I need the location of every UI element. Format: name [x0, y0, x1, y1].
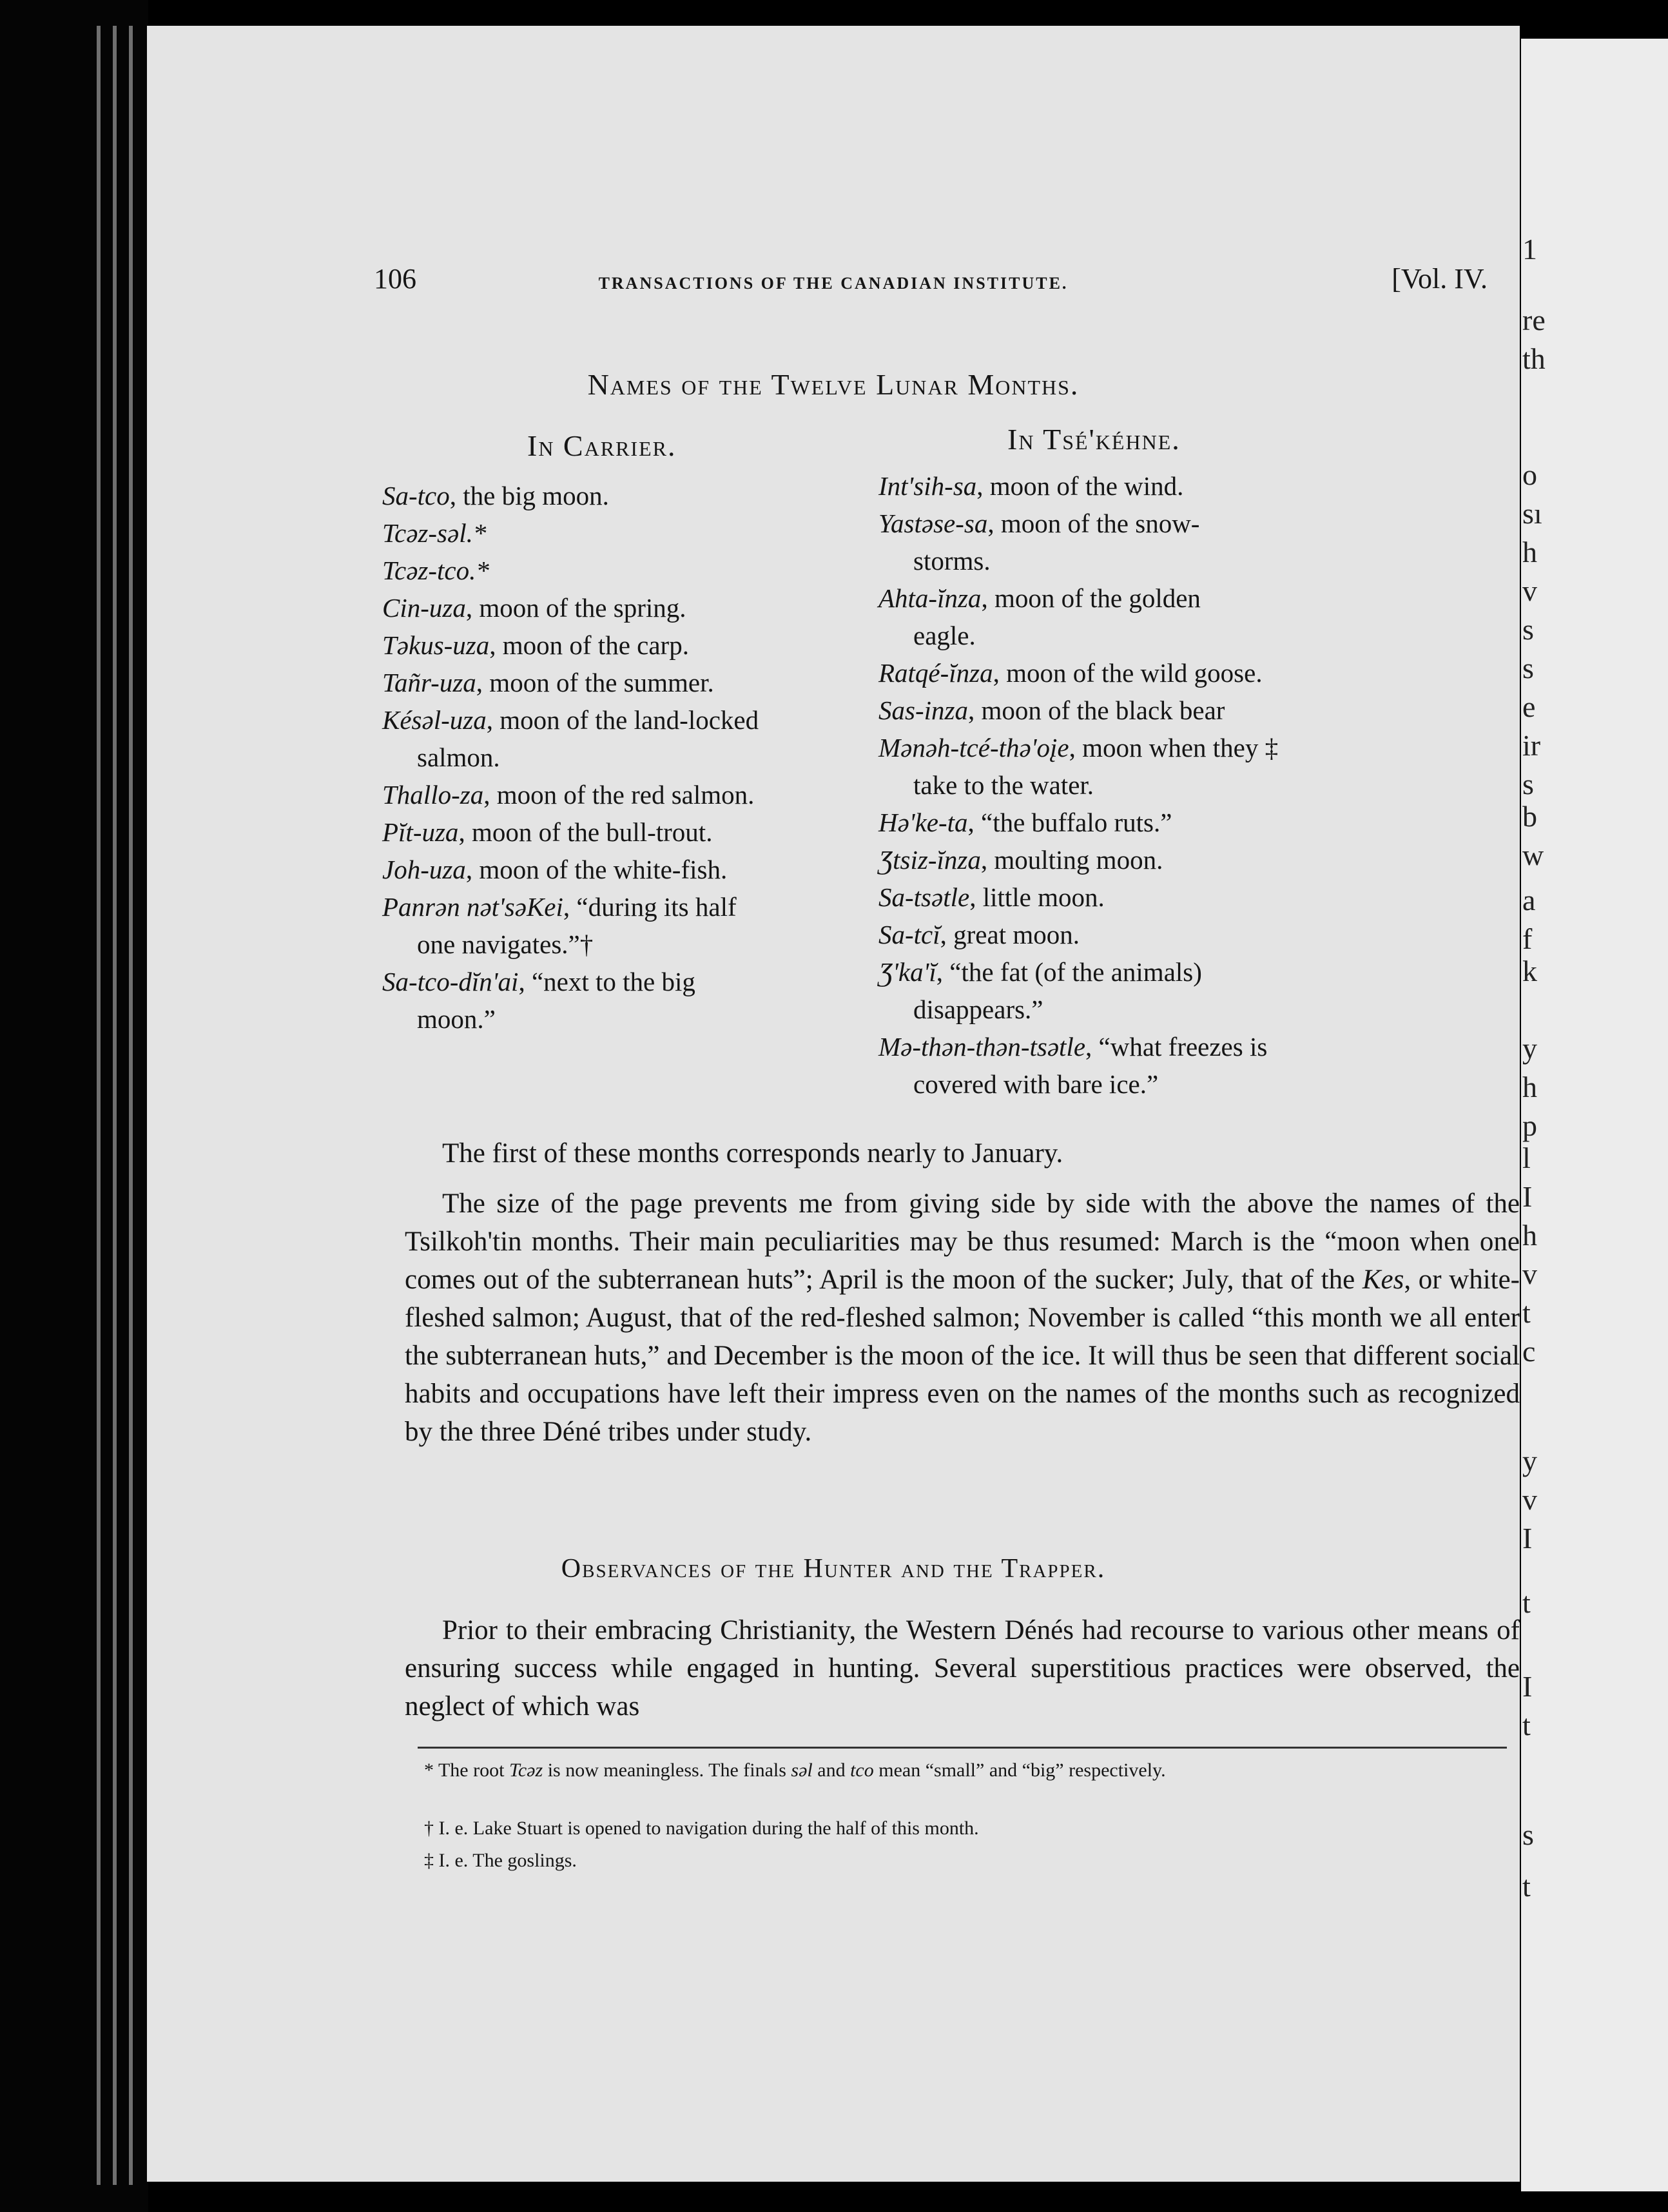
month-gloss: , “next to the big [518, 967, 695, 996]
month-gloss: , moon of the wind. [976, 471, 1184, 501]
month-entry [878, 841, 1368, 878]
month-name: Thallo-za [382, 780, 484, 810]
month-name: Sas-inza [878, 695, 968, 725]
month-entry [878, 878, 1368, 916]
month-entry [382, 888, 846, 963]
facing-page-fragment: ir [1522, 729, 1541, 762]
facing-page-fragment: t [1522, 1296, 1531, 1329]
facing-page-fragment: s [1522, 1818, 1534, 1851]
facing-page-fragment: l [1522, 1141, 1531, 1174]
month-entry [382, 477, 846, 514]
month-gloss-continued: take to the water. [913, 770, 1094, 800]
page-number: 106 [374, 263, 416, 295]
month-entry [878, 804, 1368, 841]
month-gloss: , little moon. [969, 882, 1105, 912]
month-gloss: , moon of the carp. [489, 630, 689, 660]
month-entry [878, 467, 1368, 505]
facing-page-fragment: 1 [1522, 233, 1537, 266]
facing-page-fragment: I [1522, 1180, 1533, 1213]
month-name: Ʒ'ka'ĭ [878, 957, 936, 987]
month-entry [382, 552, 846, 589]
observances-section-title: Observances of the Hunter and the Trapper. [561, 1554, 1106, 1584]
page-edge-line [129, 26, 133, 2185]
facing-page-fragment: s [1522, 613, 1534, 646]
month-name: Ʒtsiz-ĭnza [878, 845, 981, 875]
month-entry [878, 1028, 1368, 1103]
month-entry [382, 664, 846, 701]
month-gloss: , moon of the bull-trout. [458, 817, 713, 847]
facing-page-fragment: re [1522, 304, 1546, 336]
running-title: TRANSACTIONS OF THE CANADIAN INSTITUTE. [598, 274, 1069, 293]
month-gloss: , great moon. [940, 920, 1080, 949]
paragraph-term: Kes [1362, 1265, 1404, 1295]
month-name: Mə-thən-thən-tsətle [878, 1032, 1086, 1062]
facing-page-fragment: e [1522, 690, 1536, 723]
paragraph-january: The first of these months corresponds nearly to January. [442, 1138, 1063, 1169]
month-entry [382, 589, 846, 626]
facing-page-fragment: s [1522, 768, 1534, 800]
month-name: Sa-tco-dĭn'ai [382, 967, 519, 996]
month-gloss-continued: covered with bare ice.” [913, 1069, 1159, 1099]
facing-page-fragment: s [1522, 652, 1534, 684]
month-gloss-continued: eagle. [913, 621, 976, 650]
month-gloss: , “the buffalo ruts.” [967, 808, 1172, 837]
months-section-title: Names of the Twelve Lunar Months. [587, 368, 1080, 401]
facing-page-fragment: w [1522, 839, 1544, 871]
month-name: Hə'ke-ta [878, 808, 968, 837]
month-name: Mənəh-tcé-thə'oįe [878, 733, 1069, 762]
month-entry [878, 654, 1368, 692]
facing-page-fragment: k [1522, 955, 1537, 987]
facing-page-fragment: t [1522, 1709, 1531, 1741]
month-name: Tcəz-tco.* [382, 556, 489, 585]
facing-page-edge [1521, 39, 1668, 2191]
facing-page-fragment: h [1522, 536, 1537, 568]
facing-page-fragment: f [1522, 922, 1533, 955]
month-name: Sa-tco [382, 481, 450, 510]
book-binding-shadow [0, 0, 148, 2212]
month-name: Panrən nət'səKei [382, 892, 563, 922]
month-gloss-continued: one navigates.”† [417, 929, 594, 959]
paragraph-text: , or white-fleshed salmon; August, that of the red-fleshed salmon; November is called “this month we all enter the subterranean huts,” and December is the moon of the ice. It will thus be seen that different social habits and occupations have left their impress even on the names of the months such as recognized by the three Déné tribes under study. [405, 1265, 1520, 1447]
month-name: Yastəse-sa [878, 509, 988, 538]
facing-page-fragment: c [1522, 1335, 1536, 1368]
month-gloss-continued: disappears.” [913, 994, 1043, 1024]
month-gloss: , moon of the wild goose. [993, 658, 1263, 688]
month-name: Joh-uza [382, 855, 466, 884]
month-entry [878, 953, 1368, 1028]
facing-page-fragment: v [1522, 574, 1537, 607]
month-name: Təkus-uza [382, 630, 490, 660]
facing-page-fragment: I [1522, 1670, 1533, 1703]
month-gloss: , “the fat (of the animals) [936, 957, 1202, 987]
month-gloss: , “what freezes is [1085, 1032, 1268, 1062]
month-gloss: , moon of the summer. [476, 668, 714, 697]
facing-page-fragment: t [1522, 1586, 1531, 1619]
month-gloss: , moon when they ‡ [1069, 733, 1279, 762]
month-gloss-continued: storms. [913, 546, 991, 576]
month-gloss-continued: moon.” [417, 1004, 496, 1034]
facing-page-fragment: o [1522, 458, 1537, 491]
paragraph-text: The size of the page prevents me from giving side by side with the above the names of the Tsilkoh'tin months. Their main peculiarities may be thus resumed: March is the “moon when one comes out of the subterranean huts”; April is the moon of the sucker; July, that of the [405, 1188, 1520, 1295]
month-entry [382, 626, 846, 664]
facing-page-fragment: v [1522, 1257, 1537, 1290]
month-entry [878, 692, 1368, 729]
facing-page-fragment: I [1522, 1522, 1533, 1555]
footnote-text: mean “small” and “big” respectively. [873, 1760, 1166, 1781]
facing-page-fragment: sı [1522, 497, 1542, 530]
month-gloss: , moon of the snow- [987, 509, 1200, 538]
facing-page-fragment: th [1522, 342, 1546, 375]
footnote-text: * The root [424, 1760, 509, 1781]
facing-page-fragment: t [1522, 1870, 1531, 1903]
month-name: Ahta-ĭnza [878, 583, 982, 613]
month-gloss: , moon of the golden [981, 583, 1201, 613]
month-entry [878, 916, 1368, 953]
footnote-term: səl [791, 1760, 813, 1781]
month-name: Sa-tsətle [878, 882, 970, 912]
month-name: Pĭt-uza [382, 817, 459, 847]
facing-page-fragment: b [1522, 800, 1537, 833]
month-gloss: , moon of the white-fish. [465, 855, 728, 884]
month-gloss: , moulting moon. [980, 845, 1163, 875]
facing-page-fragment: a [1522, 884, 1536, 917]
facing-page-fragment: h [1522, 1219, 1537, 1252]
month-entry [878, 579, 1368, 654]
month-gloss: , moon of the red salmon. [483, 780, 755, 810]
month-gloss: , moon of the spring. [465, 593, 686, 623]
month-gloss: , “during its half [563, 892, 737, 922]
paragraph-tsilkohtin [405, 1185, 1520, 1451]
month-name: Int'sih-sa [878, 471, 977, 501]
footnote-1 [424, 1756, 1513, 1785]
facing-page-fragment: y [1522, 1444, 1537, 1477]
paragraph-observances: Prior to their embracing Christianity, the Western Dénés had recourse to various other means of ensuring success while engaged in hunting. Several superstitious practices were observed, the neglect of which was [405, 1615, 1520, 1722]
facing-page-fragment: p [1522, 1109, 1537, 1142]
page-edge-line [113, 26, 117, 2185]
facing-page-fragment: h [1522, 1071, 1537, 1103]
month-gloss: , moon of the black bear [967, 695, 1225, 725]
month-name: Késəl-uza [382, 705, 487, 735]
month-entry [382, 776, 846, 813]
month-name: Cin-uza [382, 593, 466, 623]
month-entry [382, 813, 846, 851]
month-name: Sa-tcĭ [878, 920, 940, 949]
month-gloss: , the big moon. [449, 481, 609, 510]
month-name: Tcəz-səl.* [382, 518, 487, 548]
month-name: Tañr-uza [382, 668, 476, 697]
month-gloss-continued: salmon. [417, 742, 500, 772]
month-entry [878, 729, 1368, 804]
footnote-term: tco [850, 1760, 874, 1781]
month-gloss: , moon of the land-locked [486, 705, 759, 735]
book-page [147, 26, 1520, 2182]
footnote-term: Tcəz [509, 1760, 543, 1781]
tsekehne-heading: In Tsé'kéhne. [1007, 423, 1181, 456]
footnote-2: † I. e. Lake Stuart is opened to navigation during the half of this month. [424, 1818, 979, 1839]
footnote-rule [418, 1747, 1507, 1749]
footnote-text: and [812, 1760, 851, 1781]
month-entry [382, 851, 846, 888]
page-edge-line [97, 26, 101, 2185]
carrier-heading: In Carrier. [527, 429, 677, 462]
month-entry [382, 963, 846, 1038]
footnote-3: ‡ I. e. The goslings. [424, 1850, 577, 1871]
month-entry [382, 514, 846, 552]
month-entry [382, 701, 846, 776]
footnote-text: is now meaningless. The finals [543, 1760, 791, 1781]
month-name: Ratqé-ĭnza [878, 658, 993, 688]
volume-label: [Vol. IV. [1392, 263, 1488, 295]
facing-page-fragment: y [1522, 1032, 1537, 1065]
month-entry [878, 505, 1368, 579]
facing-page-fragment: v [1522, 1483, 1537, 1516]
